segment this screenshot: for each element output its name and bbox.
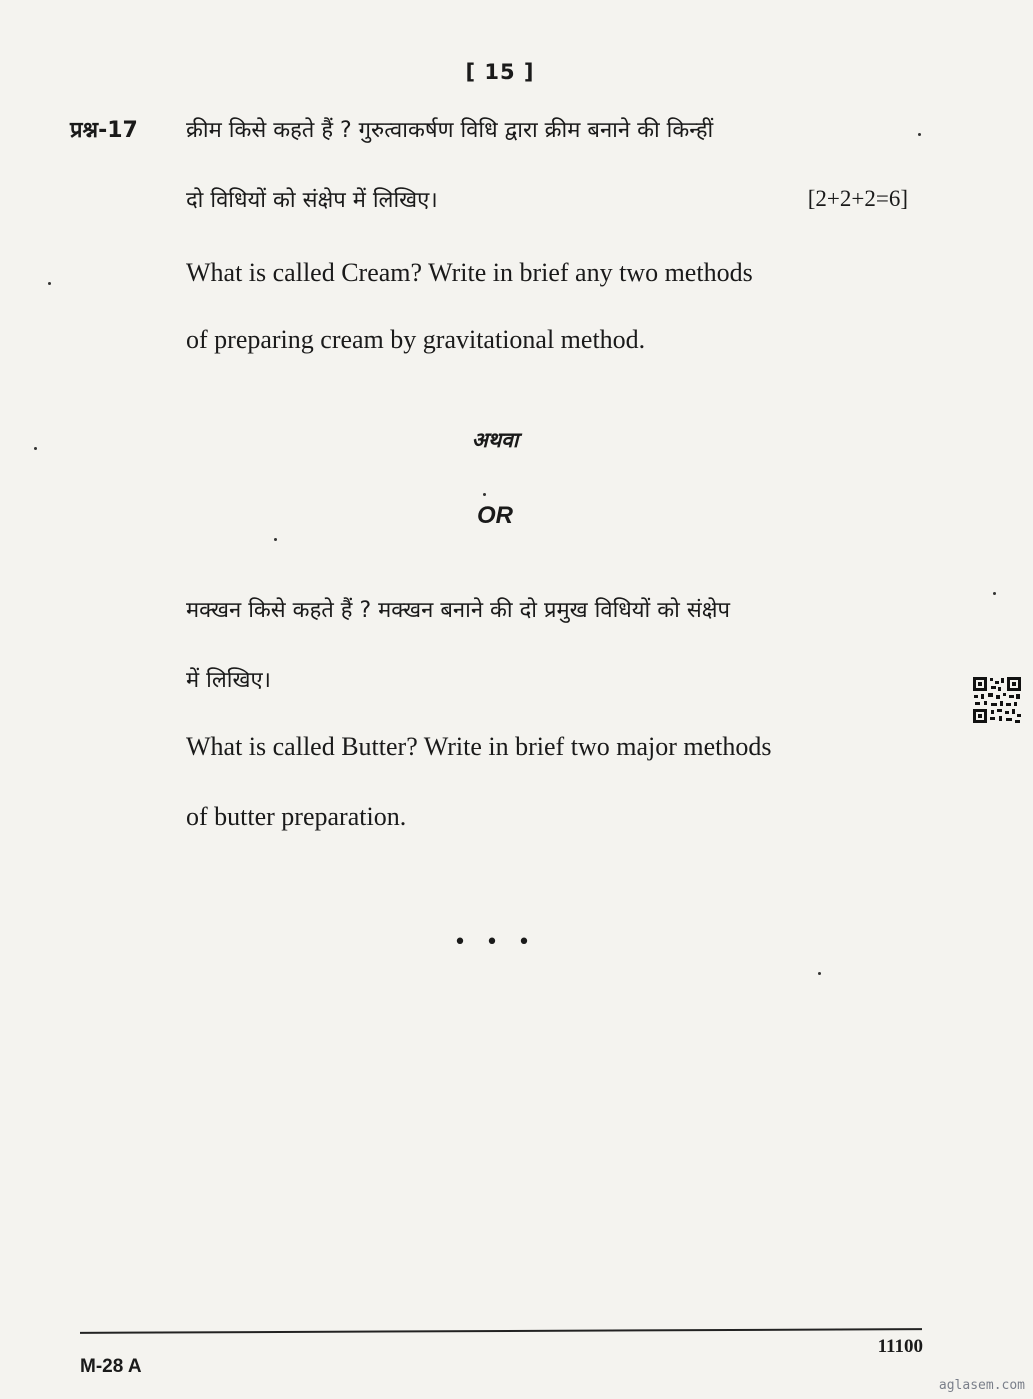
alternative-english-line-2: of butter preparation. [186, 802, 407, 831]
series-number: 11100 [877, 1336, 923, 1357]
end-marker: • • • [453, 930, 537, 955]
paper-code: M-28 A [80, 1356, 142, 1377]
page-number: [ 15 ] [465, 60, 535, 84]
question-hindi-line-1: क्रीम किसे कहते हैं ? गुरुत्वाकर्षण विधि द्वारा क्रीम बनाने की किन्हीं [186, 118, 714, 143]
question-english-line-2: of preparing cream by gravitational method. [186, 325, 646, 354]
scan-speck [48, 282, 51, 285]
or-hindi: अथवा [471, 428, 519, 452]
qr-code-icon [972, 676, 1022, 724]
watermark: aglasem.com [938, 1378, 1025, 1393]
question-hindi-line-2: दो विधियों को संक्षेप में लिखिए। [186, 188, 438, 213]
or-english: OR [477, 502, 513, 529]
scan-speck [818, 972, 821, 975]
question-english-line-1: What is called Cream? Write in brief any two methods [186, 258, 753, 287]
footer-rule [80, 1328, 922, 1334]
alternative-hindi-line-2: में लिखिए। [186, 668, 271, 693]
scan-speck [483, 493, 486, 496]
scan-speck [918, 133, 921, 136]
alternative-hindi-line-1: मक्खन किसे कहते हैं ? मक्खन बनाने की दो प्रमुख विधियों को संक्षेप [186, 598, 730, 623]
alternative-english-line-1: What is called Butter? Write in brief two major methods [186, 732, 772, 761]
scan-speck [274, 538, 277, 541]
scan-speck [993, 592, 996, 595]
question-label: प्रश्न-17 [70, 118, 138, 143]
marks-allocation: [2+2+2=6] [807, 186, 908, 211]
scan-speck [34, 447, 37, 450]
